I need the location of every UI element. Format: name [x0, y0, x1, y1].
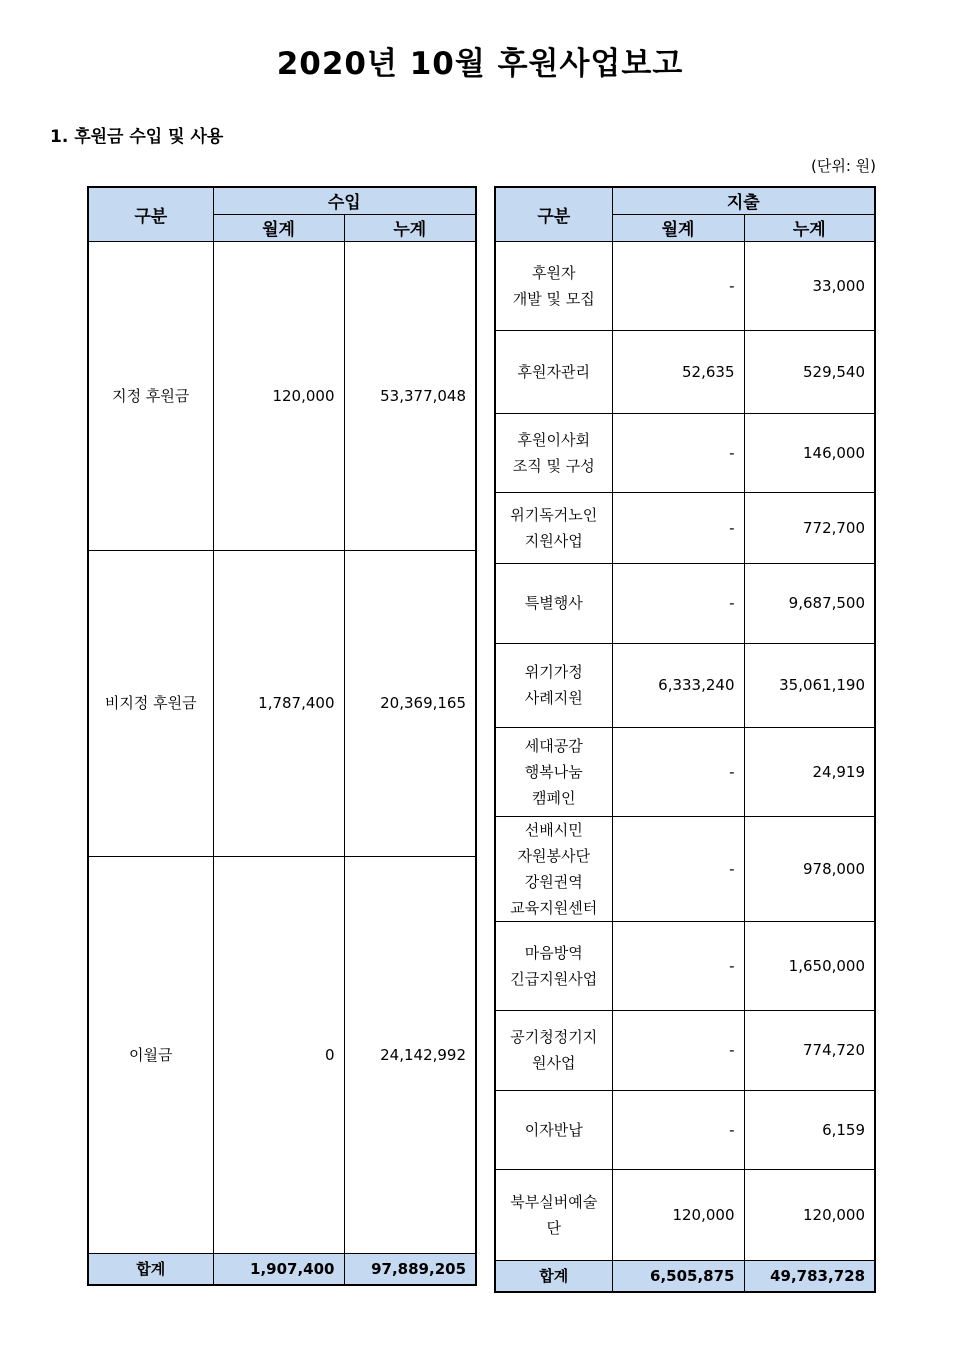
page-title: 2020년 10월 후원사업보고: [276, 46, 684, 82]
expense-row-monthly: 120,000: [612, 1169, 744, 1260]
income-total-cumulative: 97,889,205: [344, 1253, 476, 1285]
expense-row-label-line: 교육지원센터: [510, 898, 598, 917]
income-row-cumulative: 20,369,165: [344, 550, 476, 856]
expense-row-monthly: -: [612, 1010, 744, 1090]
expense-row-monthly: 6,333,240: [612, 643, 744, 727]
expense-total-cumulative: 49,783,728: [744, 1260, 875, 1292]
expense-row-label-line: 특별행사: [524, 594, 583, 612]
income-row-label: 비지정 후원금: [88, 550, 213, 856]
expense-row-monthly: -: [612, 1090, 744, 1169]
expense-row-cumulative: 24,919: [744, 727, 875, 816]
expense-total-label: 합계: [495, 1260, 612, 1292]
expense-row-label-line: 사례지원: [524, 689, 583, 707]
income-row-label: 지정 후원금: [88, 241, 213, 550]
table-row: [495, 1169, 875, 1260]
expense-row-monthly: -: [612, 563, 744, 643]
expense-row-label-line: 선배시민: [524, 820, 583, 839]
expense-row-cumulative: 33,000: [744, 241, 875, 330]
expense-row-label-line: 세대공감: [524, 736, 583, 755]
income-row-monthly: 1,787,400: [213, 550, 344, 856]
expense-row-monthly: -: [612, 413, 744, 492]
expense-row-label: [495, 816, 612, 921]
income-total-row: [88, 1253, 476, 1285]
expense-table: [494, 186, 876, 1293]
table-row: [88, 550, 476, 856]
expense-category-header: 구분: [495, 187, 612, 241]
table-row: [88, 241, 476, 550]
expense-row-monthly: -: [612, 816, 744, 921]
expense-monthly-header: 월계: [612, 214, 744, 241]
income-cumulative-header: 누계: [344, 214, 476, 241]
expense-row-label: [495, 241, 612, 330]
expense-row-monthly: -: [612, 492, 744, 563]
table-row: [495, 241, 875, 330]
income-total-monthly: 1,907,400: [213, 1253, 344, 1285]
expense-row-cumulative: 35,061,190: [744, 643, 875, 727]
expense-row-label-line: 지원사업: [524, 531, 583, 550]
expense-row-label: [495, 1169, 612, 1260]
expense-row-label-line: 위기가정: [524, 663, 583, 681]
expense-row-label: [495, 413, 612, 492]
income-total-label: 합계: [88, 1253, 213, 1285]
expense-row-label-line: 북부실버예술: [510, 1192, 598, 1211]
table-row: [495, 563, 875, 643]
table-row: [495, 643, 875, 727]
expense-row-label: [495, 1010, 612, 1090]
section-heading: 1. 후원금 수입 및 사용: [50, 127, 224, 147]
expense-row-label: [495, 330, 612, 413]
expense-row-label-line: 강원권역: [524, 872, 583, 891]
expense-row-label-line: 공기청정기지: [510, 1028, 598, 1046]
expense-row-label-line: 개발 및 모집: [512, 289, 595, 308]
income-category-header: 구분: [88, 187, 213, 241]
expense-row-cumulative: 9,687,500: [744, 563, 875, 643]
table-row: [495, 1010, 875, 1090]
expense-row-cumulative: 978,000: [744, 816, 875, 921]
expense-cumulative-header: 누계: [744, 214, 875, 241]
income-row-monthly: 0: [213, 856, 344, 1253]
expense-row-cumulative: 529,540: [744, 330, 875, 413]
expense-row-monthly: 52,635: [612, 330, 744, 413]
expense-row-cumulative: 6,159: [744, 1090, 875, 1169]
expense-row-label-line: 후원이사회: [517, 430, 590, 449]
income-row-monthly: 120,000: [213, 241, 344, 550]
expense-row-label-line: 마음방역: [524, 943, 583, 962]
expense-total-row: [495, 1260, 875, 1292]
table-row: [495, 330, 875, 413]
expense-row-label-line: 조직 및 구성: [512, 456, 595, 475]
expense-row-label: [495, 1090, 612, 1169]
expense-row-monthly: -: [612, 727, 744, 816]
table-row: [495, 921, 875, 1010]
income-row-cumulative: 53,377,048: [344, 241, 476, 550]
expense-row-cumulative: 120,000: [744, 1169, 875, 1260]
expense-row-label-line: 캠페인: [532, 788, 576, 807]
expense-row-label-line: 자원봉사단: [517, 846, 590, 865]
income-row-label: 이월금: [88, 856, 213, 1253]
expense-row-label-line: 후원자관리: [517, 362, 590, 381]
income-row-cumulative: 24,142,992: [344, 856, 476, 1253]
unit-note: (단위: 원): [811, 157, 876, 175]
expense-row-label: [495, 921, 612, 1010]
table-row: [495, 1090, 875, 1169]
expense-group-header: 지출: [612, 187, 875, 214]
expense-row-label-line: 원사업: [532, 1054, 576, 1072]
expense-row-label: [495, 563, 612, 643]
expense-row-monthly: -: [612, 241, 744, 330]
table-row: [88, 856, 476, 1253]
table-row: [495, 727, 875, 816]
income-monthly-header: 월계: [213, 214, 344, 241]
table-row: [495, 816, 875, 921]
table-row: [495, 492, 875, 563]
expense-row-label: [495, 643, 612, 727]
expense-row-label-line: 행복나눔: [524, 762, 583, 781]
expense-row-label: [495, 492, 612, 563]
expense-row-label-line: 이자반납: [524, 1120, 583, 1139]
expense-row-cumulative: 772,700: [744, 492, 875, 563]
income-group-header: 수입: [213, 187, 476, 214]
expense-row-cumulative: 146,000: [744, 413, 875, 492]
expense-row-label-line: 긴급지원사업: [510, 969, 598, 988]
expense-row-cumulative: 1,650,000: [744, 921, 875, 1010]
expense-row-label: [495, 727, 612, 816]
expense-row-cumulative: 774,720: [744, 1010, 875, 1090]
expense-row-monthly: -: [612, 921, 744, 1010]
expense-row-label-line: 위기독거노인: [510, 505, 598, 524]
expense-row-label-line: 단: [546, 1218, 561, 1237]
table-row: [495, 413, 875, 492]
income-table: [87, 186, 477, 1286]
expense-row-label-line: 후원자: [532, 263, 576, 282]
expense-total-monthly: 6,505,875: [612, 1260, 744, 1292]
